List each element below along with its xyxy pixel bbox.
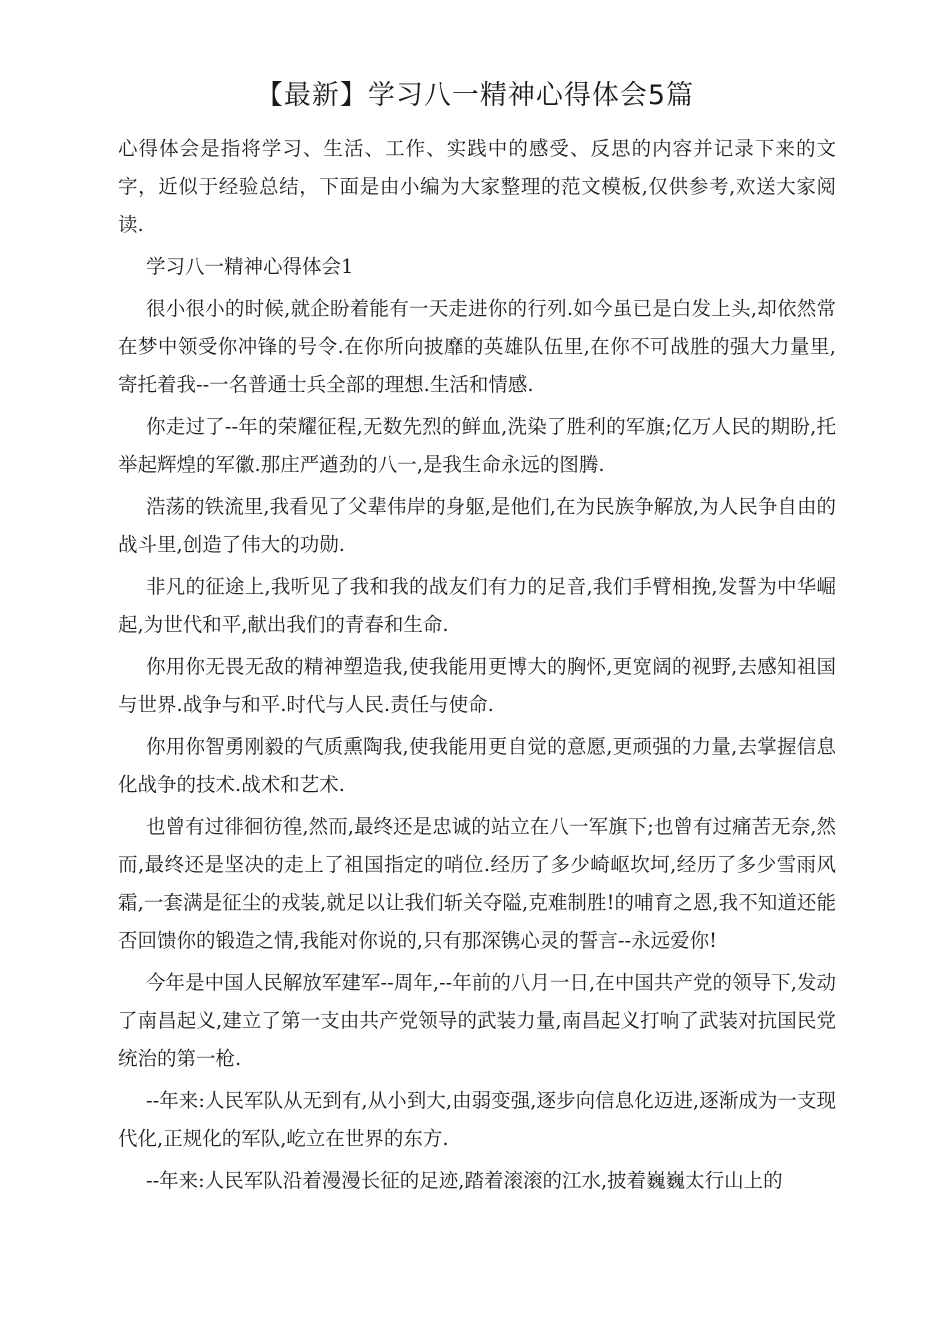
paragraph: 你用你无畏无敌的精神塑造我,使我能用更博大的胸怀,更宽阔的视野,去感知祖国与世界.战争与和平.时代与人民.责任与使命.	[118, 655, 836, 716]
paragraph: 很小很小的时候,就企盼着能有一天走进你的行列.如今虽已是白发上头,却依然常在梦中领受你冲锋的号令.在你所向披靡的英雄队伍里,在你不可战胜的强大力量里,寄托着我--一名普通士兵全部的理想.生活和情感.	[118, 297, 836, 396]
paragraph: 今年是中国人民解放军建军--周年,--年前的八月一日,在中国共产党的领导下,发动了南昌起义,建立了第一支由共产党领导的武装力量,南昌起义打响了武装对抗国民党统治的第一枪.	[118, 971, 836, 1070]
document-body	[118, 130, 836, 1204]
page-title: 【最新】学习八一精神心得体会5篇	[255, 80, 695, 111]
paragraph: 非凡的征途上,我听见了我和我的战友们有力的足音,我们手臂相挽,发誓为中华崛起,为世代和平,献出我们的青春和生命.	[118, 575, 836, 636]
paragraph: 你用你智勇刚毅的气质熏陶我,使我能用更自觉的意愿,更顽强的力量,去掌握信息化战争的技术.战术和艺术.	[118, 735, 836, 796]
paragraph: 浩荡的铁流里,我看见了父辈伟岸的身躯,是他们,在为民族争解放,为人民争自由的战斗里,创造了伟大的功勋.	[118, 495, 836, 556]
paragraph: --年来:人民军队从无到有,从小到大,由弱变强,逐步向信息化迈进,逐渐成为一支现代化,正规化的军队,屹立在世界的东方.	[118, 1089, 836, 1150]
section-heading: 学习八一精神心得体会1	[146, 255, 354, 278]
paragraph: --年来:人民军队沿着漫漫长征的足迹,踏着滚滚的江水,披着巍巍太行山上的	[146, 1169, 783, 1192]
paragraph: 你走过了--年的荣耀征程,无数先烈的鲜血,洗染了胜利的军旗;亿万人民的期盼,托举起辉煌的军徽.那庄严遒劲的八一,是我生命永远的图腾.	[118, 415, 836, 476]
intro-paragraph: 心得体会是指将学习、生活、工作、实践中的感受、反思的内容并记录下来的文字，近似于经验总结，下面是由小编为大家整理的范文模板,仅供参考,欢送大家阅读.	[118, 137, 836, 236]
paragraph: 也曾有过徘徊彷徨,然而,最终还是忠诚的站立在八一军旗下;也曾有过痛苦无奈,然而,最终还是坚决的走上了祖国指定的哨位.经历了多少崎岖坎坷,经历了多少雪雨风霜,一套满是征尘的戎装,就足以让我们斩关夺隘,克难制胜!的哺育之恩,我不知道还能否回馈你的锻造之情,我能对你说的,只有那深镌心灵的誓言--永远爱你!	[118, 815, 836, 952]
